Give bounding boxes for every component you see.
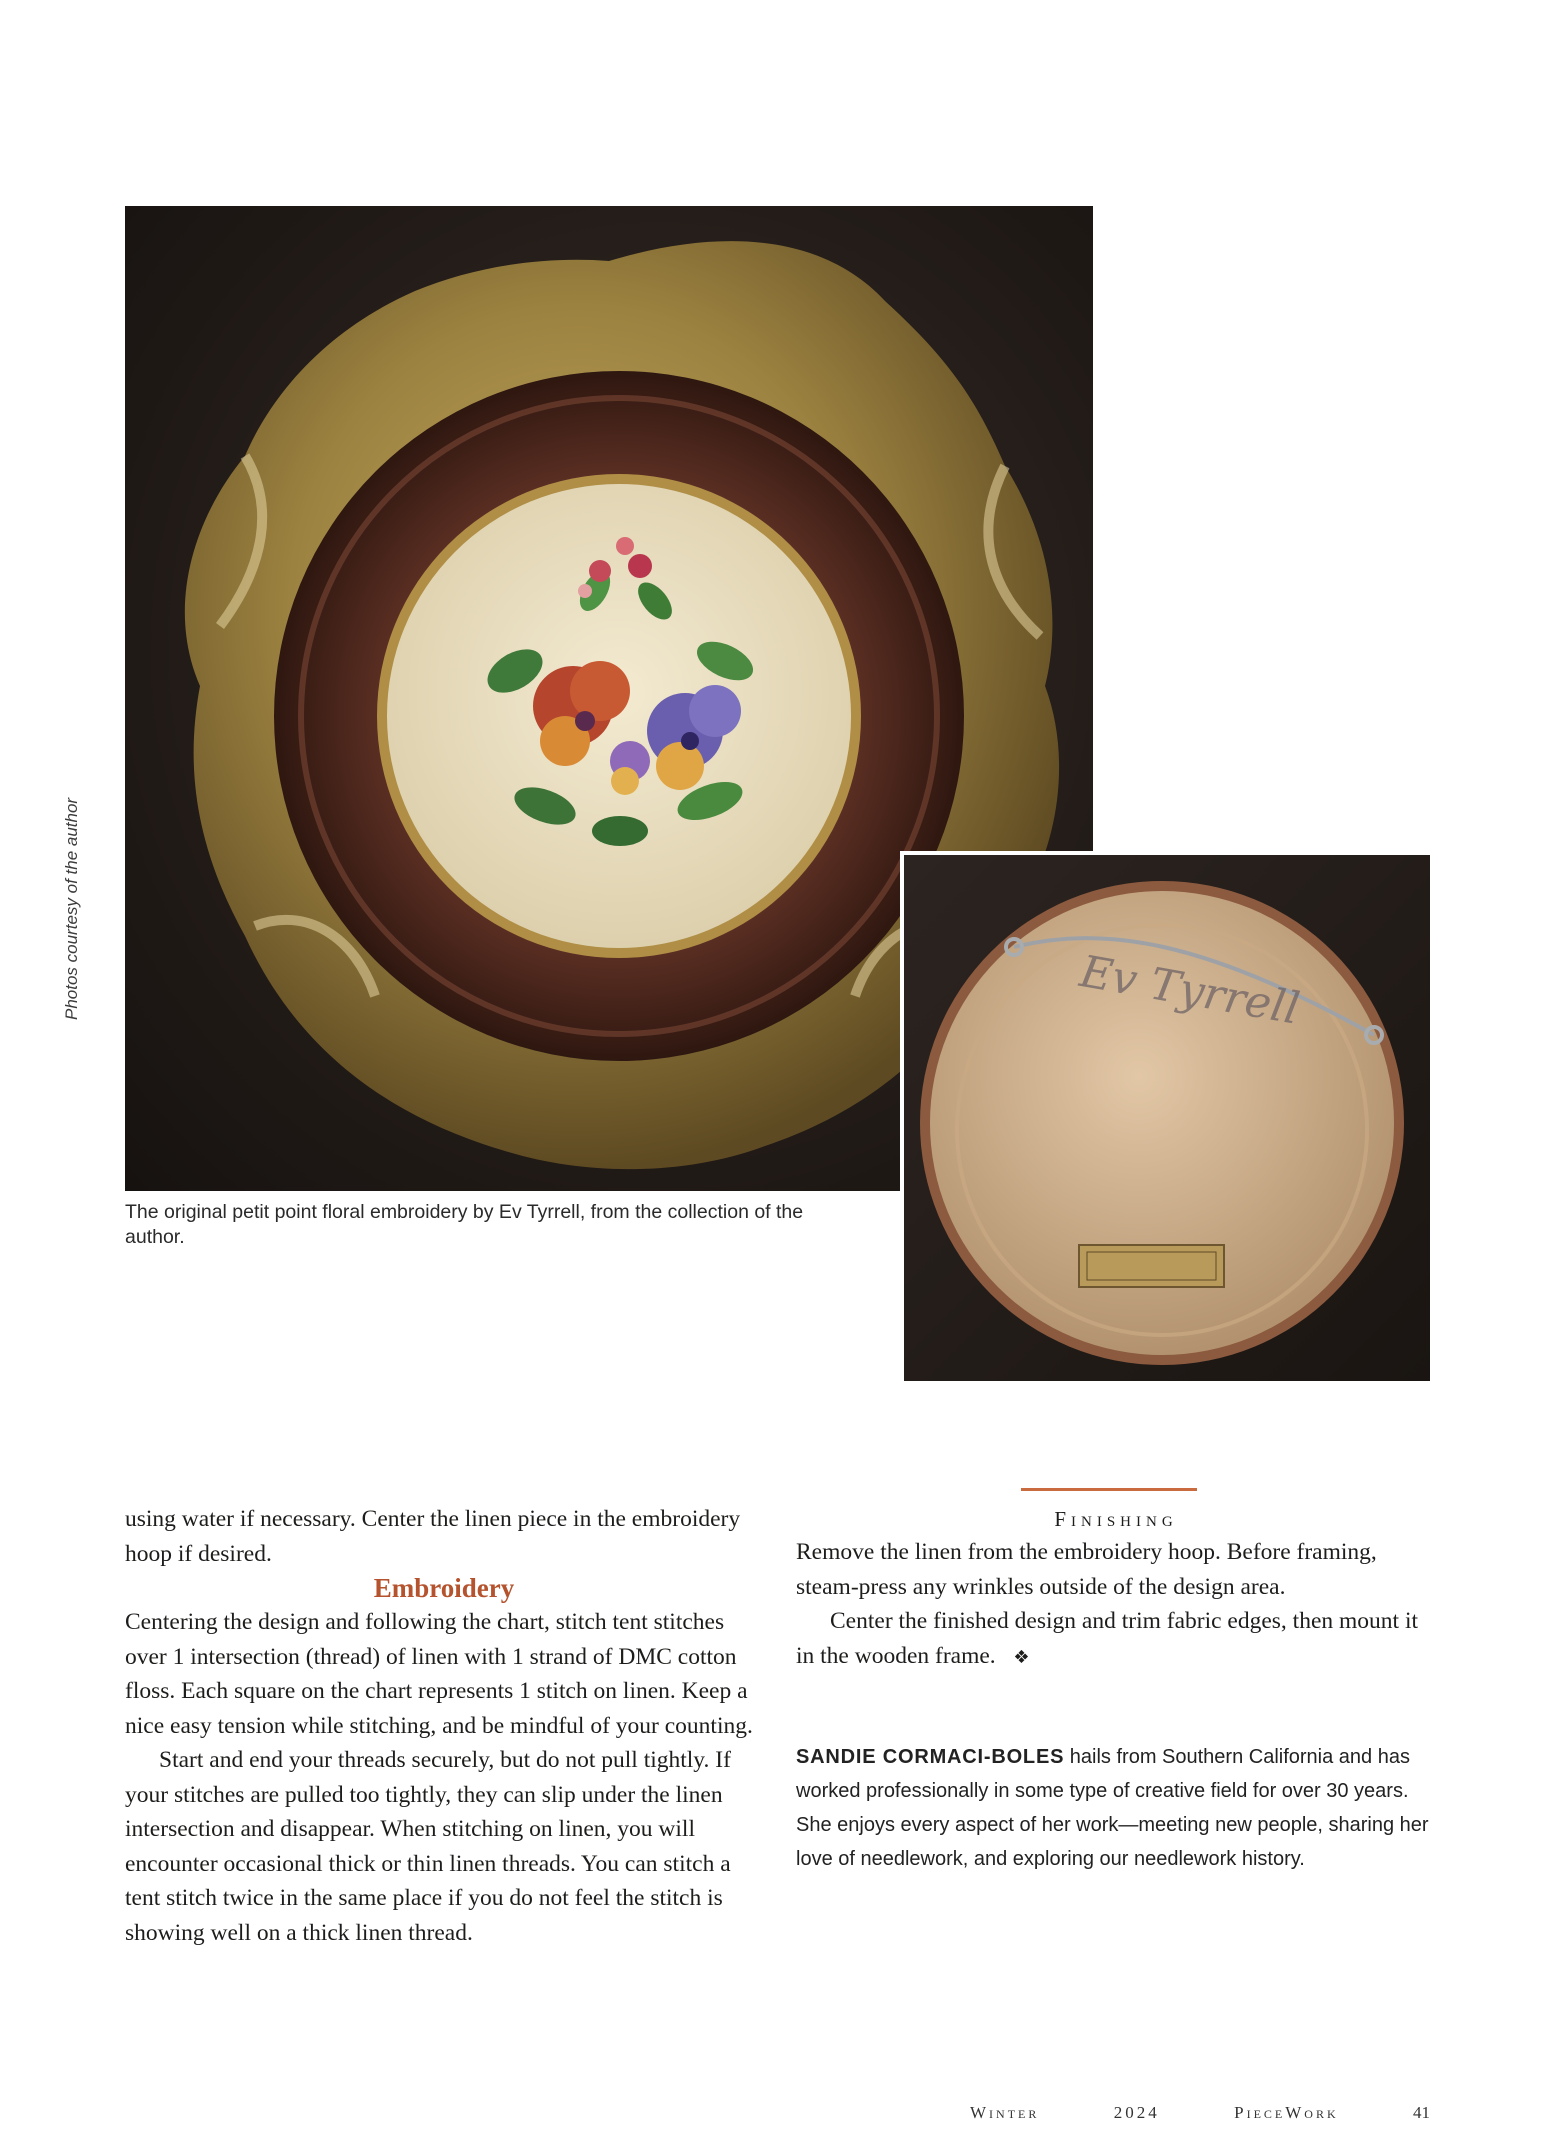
footer-year: 2024 — [1113, 2103, 1160, 2122]
author-bio-text: hails from Southern California and has worked professionally in some type of creative field for over 30 years. She enjoys every aspect of her work—meeting new people, sharing her love of needlework, and exploring our needlework history. — [796, 1746, 1429, 1870]
author-name: SANDIE CORMACI-BOLES — [796, 1746, 1065, 1768]
left-column — [125, 1502, 763, 1950]
intro-paragraph: using water if necessary. Center the linen piece in the embroidery hoop if desired. — [125, 1506, 741, 1567]
embroidery-heading: Embroidery — [373, 1573, 515, 1603]
end-mark-icon: ❖ — [1013, 1646, 1030, 1668]
frame-back-photo — [904, 855, 1430, 1381]
finishing-paragraph-2 — [796, 1604, 1436, 1675]
embroidery-paragraph-2: Start and end your threads securely, but do not pull tightly. If your stitches are pulled too tightly, they can slip under the linen intersection and disappear. When stitching on linen, you will encounter occasional thick or thin linen threads. You can stitch a tent stitch twice in the same place if you do not feel the stitch is showing well on a thick linen thread. — [125, 1747, 731, 1946]
author-bio — [796, 1740, 1436, 1876]
frame-back-illustration — [904, 855, 1430, 1381]
footer-magazine: PieceWork — [1234, 2103, 1339, 2122]
page-number: 41 — [1413, 2103, 1430, 2122]
embroidery-paragraph-1: Centering the design and following the chart, stitch tent stitches over 1 intersection (thread) of linen with 1 strand of DMC cotton floss. Each square on the chart represents 1 stitch on linen. Keep a nice easy tension while stitching, and be mindful of your counting. — [125, 1609, 753, 1739]
finishing-heading — [796, 1502, 1436, 1536]
finishing-paragraph-1: Remove the linen from the embroidery hoop. Before framing, steam-press any wrinkles outside of the design area. — [796, 1539, 1377, 1600]
photo-caption: The original petit point floral embroidery by Ev Tyrrell, from the collection of the author. — [125, 1201, 804, 1248]
signature: Ev Tyrrell — [1076, 946, 1304, 1035]
right-column — [796, 1535, 1436, 1675]
footer-season: Winter — [970, 2103, 1040, 2122]
finishing-heading-text: Finishing — [1054, 1507, 1178, 1531]
section-rule — [1021, 1488, 1197, 1491]
page-footer — [970, 2100, 1430, 2126]
finishing-paragraph-2-text: Center the finished design and trim fabric edges, then mount it in the wooden frame. — [796, 1608, 1419, 1669]
photo-credit: Photos courtesy of the author — [62, 797, 81, 1020]
